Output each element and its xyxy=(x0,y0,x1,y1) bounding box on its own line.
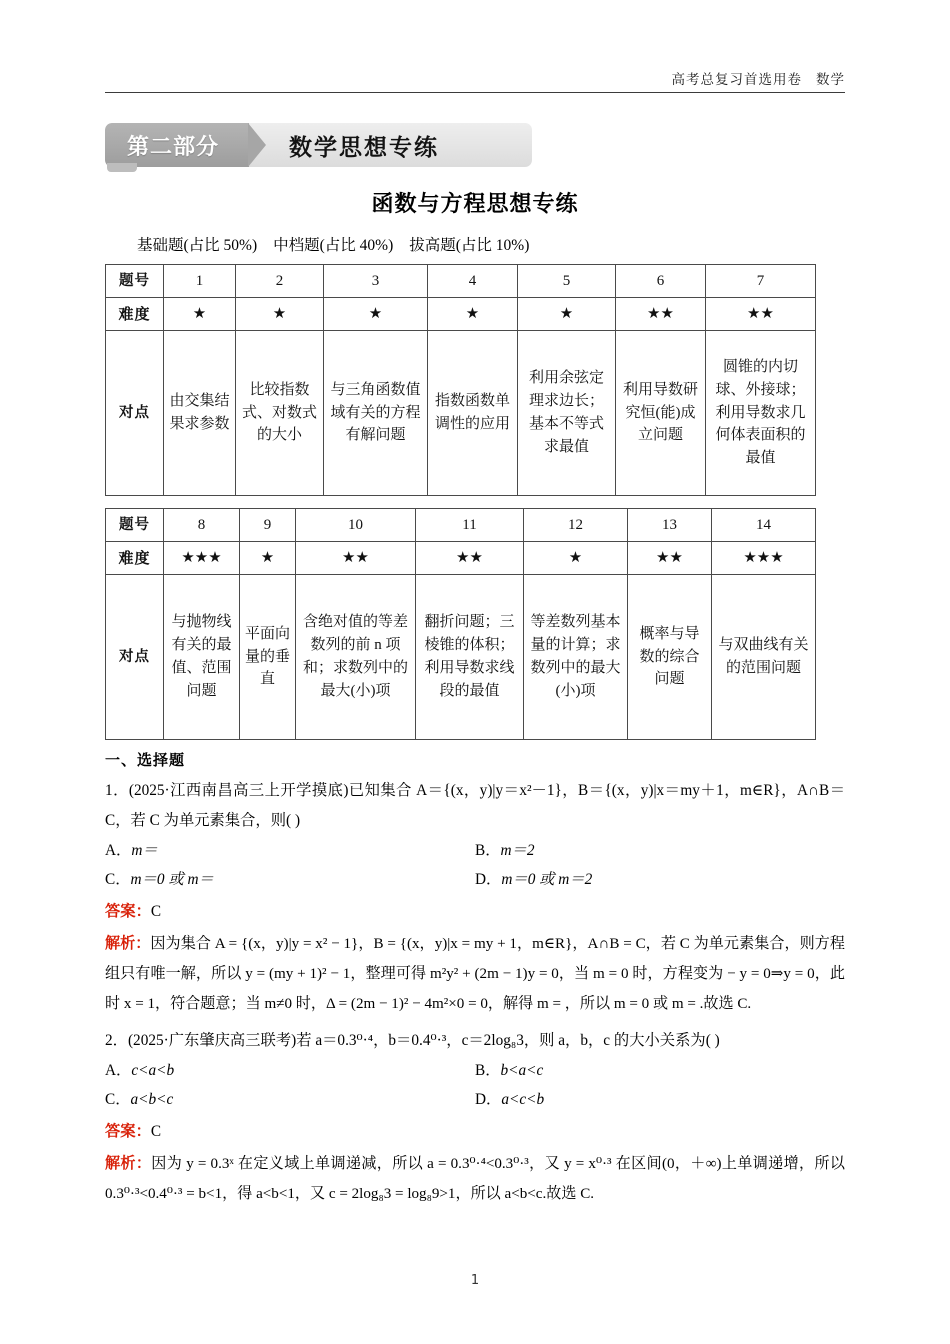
option-a-text: c<a<b xyxy=(131,1061,175,1079)
row-label-number: 题号 xyxy=(106,265,164,298)
part-label-text: 第二部分 xyxy=(127,134,220,160)
cell-number: 2 xyxy=(236,265,324,298)
option-d-text: a<c<b xyxy=(501,1091,545,1109)
option-b[interactable] xyxy=(475,1056,845,1086)
question-1-stem xyxy=(105,776,845,836)
cell-number: 4 xyxy=(428,265,518,298)
question-2-solution xyxy=(105,1149,845,1210)
cell-point: 平面向量的垂直 xyxy=(240,575,296,740)
cell-number: 14 xyxy=(712,509,816,542)
cell-point: 由交集结果求参数 xyxy=(164,331,236,496)
question-2-answer xyxy=(105,1117,845,1147)
table-row xyxy=(106,542,816,575)
question-1-options-row-2 xyxy=(105,865,845,895)
cell-point: 与双曲线有关的范围问题 xyxy=(712,575,816,740)
option-b-key: B． xyxy=(475,1061,501,1079)
question-2-options-row-1 xyxy=(105,1056,845,1086)
table-row xyxy=(106,331,816,496)
option-b[interactable] xyxy=(475,836,845,866)
table-row xyxy=(106,575,816,740)
plan-table-2 xyxy=(105,508,816,740)
option-c-text: a<b<c xyxy=(130,1091,174,1109)
option-a-key: A． xyxy=(105,841,132,859)
part-banner-wrapper xyxy=(105,123,845,171)
cell-point: 利用余弦定理求边长；基本不等式求最值 xyxy=(518,331,616,496)
option-d-key: D． xyxy=(475,1091,502,1109)
cell-number: 5 xyxy=(518,265,616,298)
cell-difficulty: ★ xyxy=(324,298,428,331)
cell-point: 与三角函数值域有关的方程有解问题 xyxy=(324,331,428,496)
question-1-solution xyxy=(105,929,845,1020)
answer-value: C xyxy=(150,1123,162,1141)
cell-difficulty: ★ xyxy=(518,298,616,331)
cell-number: 10 xyxy=(296,509,416,542)
cell-point: 圆锥的内切球、外接球；利用导数求几何体表面积的最值 xyxy=(706,331,816,496)
row-label-difficulty: 难度 xyxy=(106,298,164,331)
header-divider xyxy=(105,92,845,93)
option-c-key: C． xyxy=(105,1091,131,1109)
ratio-hard: 拔高题(占比 10%) xyxy=(409,237,530,254)
option-c-text: m＝0 或 m＝ xyxy=(130,871,214,889)
cell-difficulty: ★ xyxy=(240,542,296,575)
cell-difficulty: ★ xyxy=(164,298,236,331)
part-title-text: 数学思想专练 xyxy=(289,134,440,161)
cell-difficulty: ★ xyxy=(236,298,324,331)
part-label-tab xyxy=(105,123,249,167)
question-1-options-row-1 xyxy=(105,836,845,866)
solution-label: 解析： xyxy=(105,1154,152,1173)
option-d[interactable] xyxy=(475,865,845,895)
cell-point: 与抛物线有关的最值、范围问题 xyxy=(164,575,240,740)
table-row xyxy=(106,265,816,298)
solution-text: 因为 y = 0.3ˣ 在定义域上单调递减，所以 a = 0.3⁰·⁴<0.3⁰·³，又 y = x⁰·³ 在区间(0，＋∞)上单调递增，所以 0.3⁰·³<0.4⁰·³ = b<1，得 a<b<1，又 c = 2log₈3 = log₈9>1，所以 a<b<c.故选 C. xyxy=(105,1156,845,1202)
question-1-answer xyxy=(105,897,845,927)
question-1-text: 已知集合 A＝{(x，y)|y＝x²－1}，B＝{(x，y)|x＝my＋1，m∈R}，A∩B＝C，若 C 为单元素集合，则( ) xyxy=(105,782,845,829)
plan-table-1 xyxy=(105,264,816,496)
question-2-stem xyxy=(105,1026,845,1056)
cell-difficulty: ★★ xyxy=(616,298,706,331)
part-banner xyxy=(105,123,532,167)
cell-point: 等差数列基本量的计算；求数列中的最大(小)项 xyxy=(524,575,628,740)
cell-point: 比较指数式、对数式的大小 xyxy=(236,331,324,496)
option-b-text: m＝2 xyxy=(500,841,535,859)
question-1-source: (2025·江西南昌高三上开学摸底) xyxy=(128,782,349,799)
cell-number: 3 xyxy=(324,265,428,298)
cell-number: 9 xyxy=(240,509,296,542)
cell-number: 12 xyxy=(524,509,628,542)
option-a[interactable] xyxy=(105,836,475,866)
cell-point: 指数函数单调性的应用 xyxy=(428,331,518,496)
running-header-subject: 数学 xyxy=(816,72,845,87)
table-row xyxy=(106,298,816,331)
answer-label: 答案： xyxy=(105,1122,151,1141)
row-label-difficulty: 难度 xyxy=(106,542,164,575)
cell-number: 11 xyxy=(416,509,524,542)
option-d-key: D． xyxy=(475,871,502,889)
cell-number: 8 xyxy=(164,509,240,542)
option-d[interactable] xyxy=(475,1085,845,1115)
option-b-text: b<a<c xyxy=(500,1061,544,1079)
option-c[interactable] xyxy=(105,1085,475,1115)
difficulty-ratio-line xyxy=(137,233,845,255)
answer-value: C xyxy=(150,903,162,921)
running-header xyxy=(105,0,845,88)
solution-label: 解析： xyxy=(105,934,151,953)
question-2-options-row-2 xyxy=(105,1085,845,1115)
cell-number: 7 xyxy=(706,265,816,298)
banner-shadow-tab xyxy=(107,163,137,172)
cell-difficulty: ★★ xyxy=(628,542,712,575)
cell-point: 翻折问题；三棱锥的体积；利用导数求线段的最值 xyxy=(416,575,524,740)
solution-text: 因为集合 A = {(x，y)|y = x² − 1}，B = {(x，y)|x = my + 1，m∈R}，A∩B = C，若 C 为单元素集合，则方程组只有唯一解，所以 y = (my + 1)² − 1，整理可得 m²y² + (2m − 1)y = 0，当 m = 0 时，方程变为 − y = 0⇒y = 0，此时 x = 1，符合题意；当 m≠0 时，Δ = (2m − 1)² − 4m²×0 = 0，解得 m = ，所以 m = 0 或 m = .故选 C. xyxy=(105,936,845,1012)
section-title: 函数与方程思想专练 xyxy=(371,192,579,217)
page-number: 1 xyxy=(470,1273,480,1288)
option-a[interactable] xyxy=(105,1056,475,1086)
cell-difficulty: ★ xyxy=(524,542,628,575)
option-c[interactable] xyxy=(105,865,475,895)
cell-number: 1 xyxy=(164,265,236,298)
option-a-key: A． xyxy=(105,1061,132,1079)
cell-number: 6 xyxy=(616,265,706,298)
table-row xyxy=(106,509,816,542)
row-label-point: 对点 xyxy=(106,575,164,740)
option-c-key: C． xyxy=(105,871,131,889)
cell-difficulty: ★★ xyxy=(706,298,816,331)
cell-difficulty: ★★★ xyxy=(712,542,816,575)
question-1-number: 1． xyxy=(105,782,129,799)
option-d-text: m＝0 或 m＝2 xyxy=(501,871,593,889)
running-header-book: 高考总复习首选用卷 xyxy=(671,72,802,87)
cell-point: 概率与导数的综合问题 xyxy=(628,575,712,740)
question-2-text: 若 a＝0.3⁰·⁴，b＝0.4⁰·³，c＝2log₈3，则 a，b，c 的大小关系为( ) xyxy=(296,1031,720,1049)
row-label-number: 题号 xyxy=(106,509,164,542)
cell-difficulty: ★★★ xyxy=(164,542,240,575)
question-2-number: 2． xyxy=(105,1031,128,1049)
ratio-basic: 基础题(占比 50%) xyxy=(137,237,258,254)
answer-label: 答案： xyxy=(105,902,151,921)
cell-point: 含绝对值的等差数列的前 n 项和；求数列中的最大(小)项 xyxy=(296,575,416,740)
cell-difficulty: ★★ xyxy=(416,542,524,575)
option-a-text: m＝ xyxy=(131,841,158,859)
question-2-source: (2025·广东肇庆高三联考) xyxy=(127,1031,297,1049)
ratio-medium: 中档题(占比 40%) xyxy=(273,237,394,254)
row-label-point: 对点 xyxy=(106,331,164,496)
cell-difficulty: ★★ xyxy=(296,542,416,575)
option-b-key: B． xyxy=(475,841,501,859)
cell-point: 利用导数研究恒(能)成立问题 xyxy=(616,331,706,496)
cell-number: 13 xyxy=(628,509,712,542)
questions-heading: 一、选择题 xyxy=(105,751,186,769)
cell-difficulty: ★ xyxy=(428,298,518,331)
